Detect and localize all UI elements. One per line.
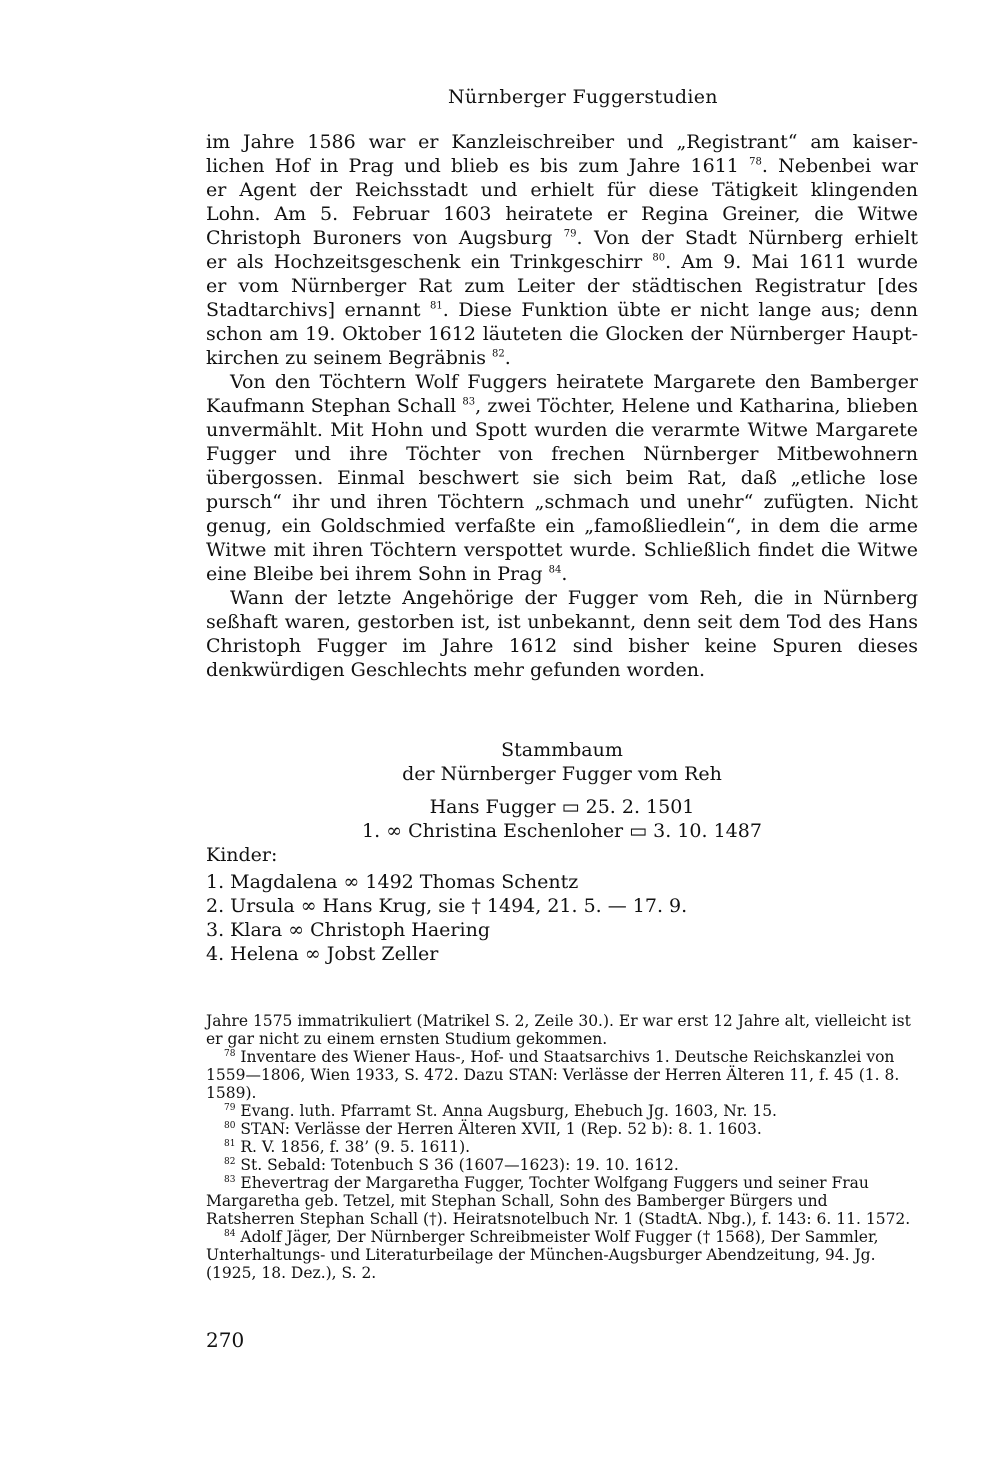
main-text xyxy=(206,130,918,682)
paragraph-3: Wann der letzte Angehörige der Fugger vom Reh, die in Nürnberg seßhaft waren, gestorben ist, ist unbekannt, denn seit dem Tod des Hans Christoph Fugger im Jahre 1612 sind bisher keine Spuren dieses denkwürdigen Geschlechts mehr gefunden worden. xyxy=(206,587,918,681)
footnote-ref: 83 xyxy=(462,396,476,408)
text-line: lichen Hof in Prag und blieb es bis zum Jahre 1611 $^{78}$. Nebenbei war xyxy=(206,155,918,177)
footnote: $^{82}$ St. Sebald: Totenbuch S 36 (1607—1623): 19. 10. 1612. xyxy=(224,1156,679,1174)
footnote: $^{78}$ Inventare des Wiener Haus-, Hof- und Staatsarchivs 1. Deutsche Reichskanzlei von 1559—1806, Wien 1933, S. 472. Dazu STAN: Verlässe der Herren Älteren 11, f. 45 (1. 8. 1589). xyxy=(206,1048,900,1102)
text-line: kirchen zu seinem Begräbnis $^{82}$. xyxy=(206,347,511,369)
list-item: 4. Helena ∞ Jobst Zeller xyxy=(206,943,439,965)
paragraph-2: Von den Töchtern Wolf Fuggers heiratete Margarete den Bamberger Kaufmann Stephan Schall $^{83}$, zwei Töchter, Helene und Katharina, blieben unvermählt. Mit Hohn und Spott wurden die verarmte Witwe Margarete Fugger und ihre Töchter von frechen Nürnberger Mitbewohnern übergossen. Einmal beschwert sie sich beim Rat, daß „etliche lose pursch“ ihr und ihren Töchtern „schmach und unehr“ zufügten. Nicht genug, ein Goldschmied verfaßte ein „famoßliedlein“, in dem die arme Witwe mit ihren Töchtern verspottet wurde. Schließlich findet die Witwe eine Bleibe bei ihrem Sohn in Prag $^{84}$. xyxy=(206,371,918,585)
text-line: Lohn. Am 5. Februar 1603 heiratete er Regina Greiner, die Witwe xyxy=(206,203,918,225)
footnote: $^{81}$ R. V. 1856, f. 38’ (9. 5. 1611). xyxy=(224,1138,471,1156)
footnotes xyxy=(206,1012,918,1282)
list-item: 3. Klara ∞ Christoph Haering xyxy=(206,919,490,941)
children-list xyxy=(206,870,687,966)
page-number: 270 xyxy=(206,1328,245,1352)
text-line: im Jahre 1586 war er Kanzleischreiber und „Registrant“ am kaiser- xyxy=(206,131,918,153)
footnote-ref: 82 xyxy=(492,348,505,360)
children-label: Kinder: xyxy=(206,844,278,866)
footnote: $^{80}$ STAN: Verlässe der Herren Älteren XVII, 1 (Rep. 52 b): 8. 1. 1603. xyxy=(224,1120,762,1138)
running-head: Nürnberger Fuggerstudien xyxy=(448,86,718,108)
text-line: Stadtarchivs] ernannt $^{81}$. Diese Funktion übte er nicht lange aus; denn xyxy=(206,299,918,321)
footnote: $^{84}$ Adolf Jäger, Der Nürnberger Schreibmeister Wolf Fugger († 1568), Der Sammler, Unterhaltungs- und Literaturbeilage der München-Augsburger Abendzeitung, 94. Jg. (1925, 18. Dez.), S. 2. xyxy=(206,1228,879,1282)
text-line: er als Hochzeitsgeschenk ein Trinkgeschirr $^{80}$. Am 9. Mai 1611 wurde xyxy=(206,251,918,273)
text-line: er vom Nürnberger Rat zum Leiter der städtischen Registratur [des xyxy=(206,275,918,297)
family-tree-subtitle: der Nürnberger Fugger vom Reh xyxy=(402,763,722,785)
footnote: $^{79}$ Evang. luth. Pfarramt St. Anna Augsburg, Ehebuch Jg. 1603, Nr. 15. xyxy=(224,1102,777,1120)
footnote-ref: 80 xyxy=(652,252,666,264)
text-line: er Agent der Reichsstadt und erhielt für diese Tätigkeit klingenden xyxy=(206,179,918,201)
footnote-ref: 79 xyxy=(563,228,577,240)
footnote-continuation: Jahre 1575 immatrikuliert (Matrikel S. 2, Zeile 30.). Er war erst 12 Jahre alt, vielleicht ist er gar nicht zu einem ernsten Studium gekommen. xyxy=(206,1012,911,1048)
footnote-ref: 84 xyxy=(548,564,562,576)
footnote-ref: 78 xyxy=(749,156,762,168)
text-line: Christoph Buroners von Augsburg $^{79}$. Von der Stadt Nürnberg erhielt xyxy=(206,227,918,249)
family-tree-title: Stammbaum xyxy=(501,739,623,761)
footnote-ref: 81 xyxy=(430,300,443,312)
list-item: 2. Ursula ∞ Hans Krug, sie † 1494, 21. 5. — 17. 9. xyxy=(206,895,688,917)
text-line: schon am 19. Oktober 1612 läuteten die Glocken der Nürnberger Haupt- xyxy=(206,323,918,345)
paragraph-1 xyxy=(206,130,918,370)
family-tree-root: Hans Fugger ▭ 25. 2. 1501 xyxy=(429,796,695,818)
family-tree-marriage: 1. ∞ Christina Eschenloher ▭ 3. 10. 1487 xyxy=(362,820,762,842)
footnote: $^{83}$ Ehevertrag der Margaretha Fugger, Tochter Wolfgang Fuggers und seiner Frau Margaretha geb. Tetzel, mit Stephan Schall, Sohn des Bamberger Bürgers und Ratsherren Stephan Schall (†). Heiratsnotelbuch Nr. 1 (StadtA. Nbg.), f. 143: 6. 11. 1572. xyxy=(206,1174,911,1228)
list-item: 1. Magdalena ∞ 1492 Thomas Schentz xyxy=(206,871,579,893)
